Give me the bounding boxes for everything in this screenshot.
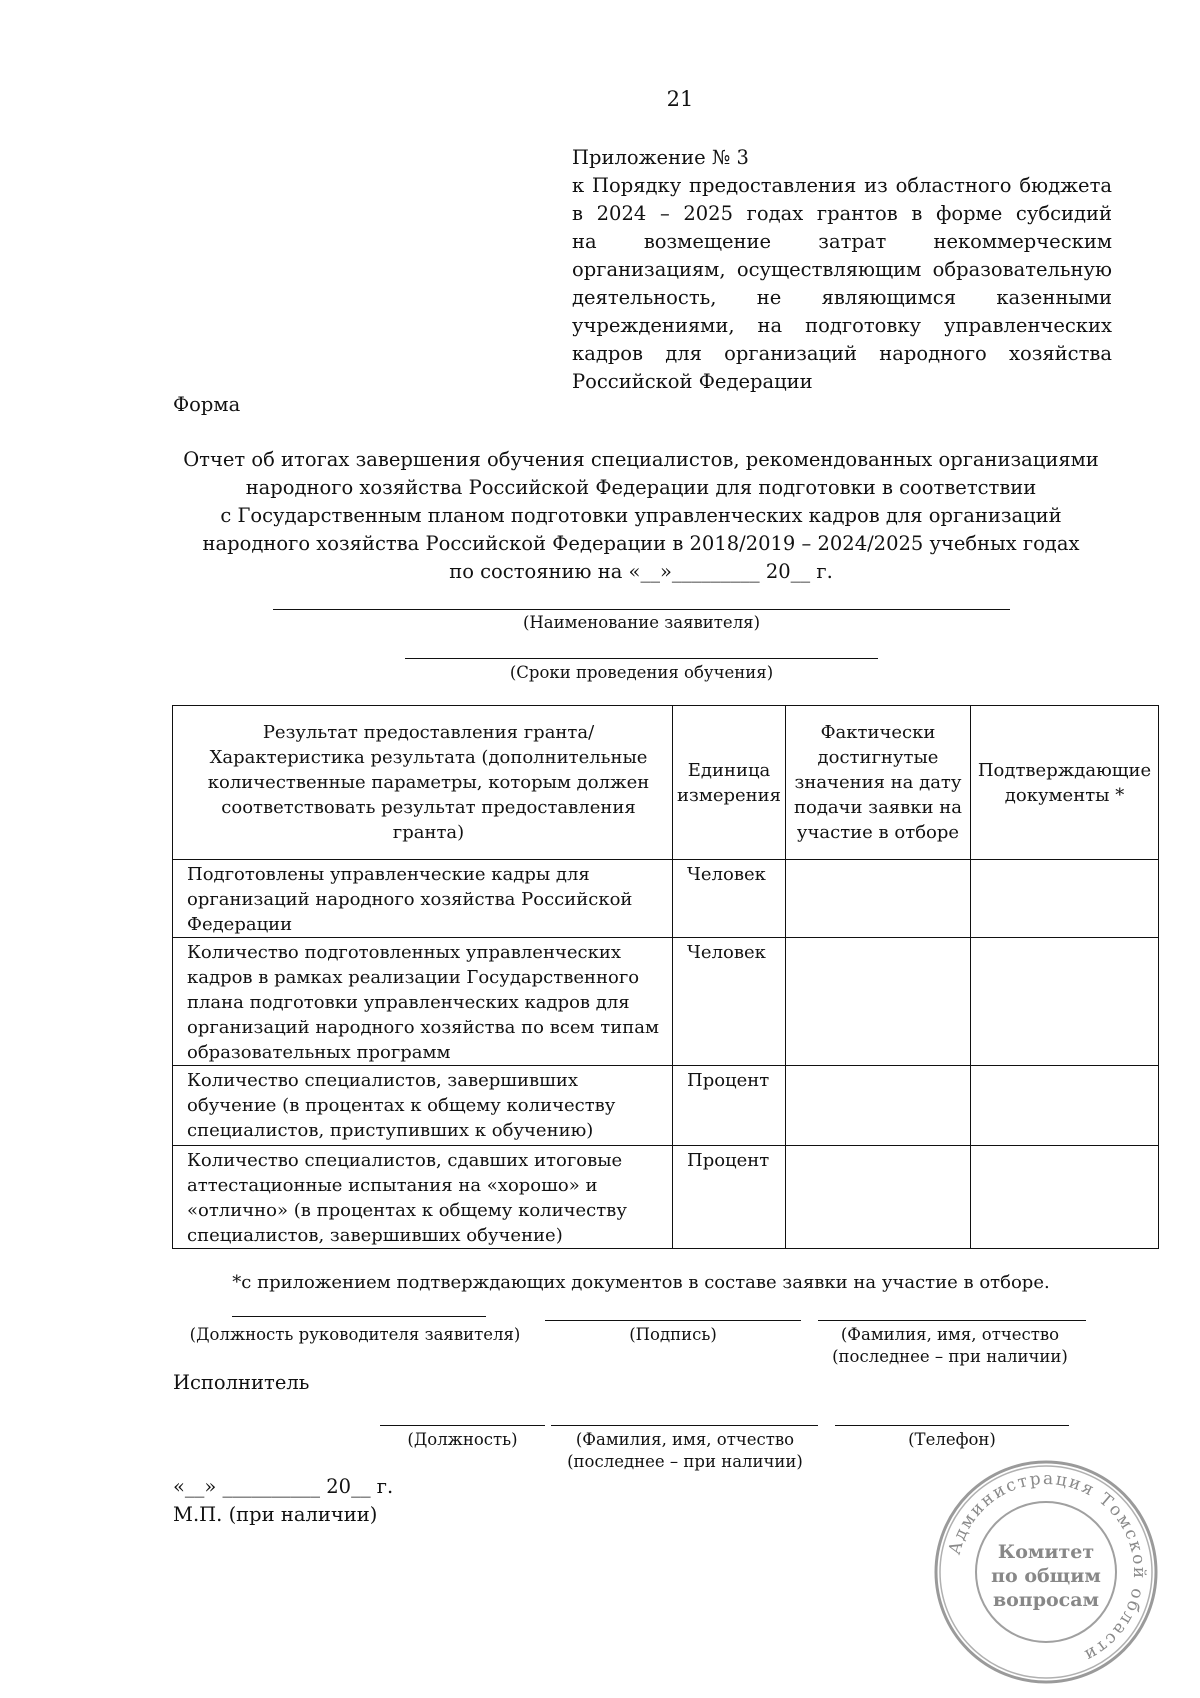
executor-fio-line — [551, 1425, 818, 1426]
header-result: Результат предоставления гранта/Характеристика результата (дополнительные количественные параметры, которым должен соответствовать результат предоставления гранта) — [173, 706, 673, 860]
period-line — [405, 658, 878, 659]
result-cell: Подготовлены управленческие кадры для организаций народного хозяйства Российской Федерации — [173, 860, 673, 938]
result-cell: Количество подготовленных управленческих кадров в рамках реализации Государственного плана подготовки управленческих кадров для организаций народного хозяйства по всем типам образовательных программ — [173, 938, 673, 1066]
unit-cell: Процент — [673, 1146, 786, 1249]
svg-text:по общим: по общим — [991, 1565, 1101, 1587]
docs-cell — [971, 1146, 1159, 1249]
appendix-line: в 2024 – 2025 годах грантов в форме субсидий — [572, 202, 1112, 225]
appendix-line: деятельность, не являющимся казенными — [572, 286, 1112, 309]
result-cell: Количество специалистов, завершивших обучение (в процентах к общему количеству специалистов, приступивших к обучению) — [173, 1066, 673, 1146]
table-header-row — [173, 706, 1159, 860]
docs-cell — [971, 938, 1159, 1066]
applicant-caption: (Наименование заявителя) — [522, 613, 761, 632]
header-unit: Единица измерения — [673, 706, 786, 860]
result-cell: Количество специалистов, сдавших итоговые аттестационные испытания на «хорошо» и «отлично» (в процентах к общему количеству специалистов, завершивших обучение) — [173, 1146, 673, 1249]
svg-text:Комитет: Комитет — [997, 1541, 1095, 1563]
unit-cell: Процент — [673, 1066, 786, 1146]
results-table — [172, 705, 1159, 1249]
fio-caption-line: (Фамилия, имя, отчество — [575, 1430, 795, 1449]
header-value: Фактически достигнутые значения на дату подачи заявки на участие в отборе — [786, 706, 971, 860]
fio-caption-line: (последнее – при наличии) — [832, 1347, 1068, 1366]
title-line: по состоянию на «__»_________ 20__ г. — [449, 560, 833, 583]
value-cell — [786, 1066, 971, 1146]
footnote: *с приложением подтверждающих документов в составе заявки на участие в отборе. — [232, 1272, 1050, 1293]
position-line — [232, 1316, 486, 1317]
value-cell — [786, 1146, 971, 1249]
appendix-line: учреждениями, на подготовку управленческих — [572, 314, 1112, 337]
unit-cell: Человек — [673, 860, 786, 938]
title-line: с Государственным планом подготовки управленческих кадров для организаций — [220, 504, 1062, 527]
executor-phone-caption: (Телефон) — [908, 1430, 996, 1449]
appendix-line: организациям, осуществляющим образовательную — [572, 258, 1112, 281]
executor-label: Исполнитель — [173, 1371, 310, 1394]
executor-phone-line — [835, 1425, 1069, 1426]
executor-fio-caption — [540, 1429, 830, 1473]
table-row — [173, 1146, 1159, 1249]
title-line: Отчет об итогах завершения обучения специалистов, рекомендованных организациями — [183, 448, 1099, 471]
applicant-line — [273, 609, 1010, 610]
svg-text:вопросам: вопросам — [992, 1589, 1100, 1611]
form-label: Форма — [173, 393, 241, 416]
stamp-place: М.П. (при наличии) — [173, 1503, 378, 1526]
svg-text:Администрация Томской области: Администрация Томской области — [944, 1468, 1150, 1666]
fio-line — [818, 1320, 1086, 1321]
value-cell — [786, 938, 971, 1066]
appendix-line: к Порядку предоставления из областного бюджета — [572, 174, 1112, 197]
appendix-title: Приложение № 3 — [572, 146, 749, 169]
title-line: народного хозяйства Российской Федерации в 2018/2019 – 2024/2025 учебных годах — [202, 532, 1080, 555]
official-stamp — [932, 1458, 1160, 1686]
executor-position-line — [380, 1425, 545, 1426]
header-docs: Подтверждающие документы * — [971, 706, 1159, 860]
appendix-block — [572, 144, 1112, 396]
position-caption: (Должность руководителя заявителя) — [189, 1325, 521, 1344]
signature-caption: (Подпись) — [629, 1325, 717, 1344]
fio-caption-line: (Фамилия, имя, отчество — [840, 1325, 1060, 1344]
page-number: 21 — [666, 87, 694, 111]
date-line: «__» __________ 20__ г. — [173, 1475, 394, 1498]
docs-cell — [971, 1066, 1159, 1146]
fio-caption — [800, 1324, 1100, 1368]
fio-caption-line: (последнее – при наличии) — [567, 1452, 803, 1471]
docs-cell — [971, 860, 1159, 938]
value-cell — [786, 860, 971, 938]
table-row — [173, 1066, 1159, 1146]
signature-line — [545, 1320, 801, 1321]
appendix-line: кадров для организаций народного хозяйства — [572, 342, 1112, 365]
unit-cell: Человек — [673, 938, 786, 1066]
report-title — [160, 446, 1122, 586]
appendix-line: Российской Федерации — [572, 370, 813, 393]
period-caption: (Сроки проведения обучения) — [509, 663, 774, 682]
table-row — [173, 860, 1159, 938]
table-row — [173, 938, 1159, 1066]
executor-position-caption: (Должность) — [407, 1430, 518, 1449]
appendix-line: на возмещение затрат некоммерческим — [572, 230, 1112, 253]
title-line: народного хозяйства Российской Федерации для подготовки в соответствии — [245, 476, 1037, 499]
